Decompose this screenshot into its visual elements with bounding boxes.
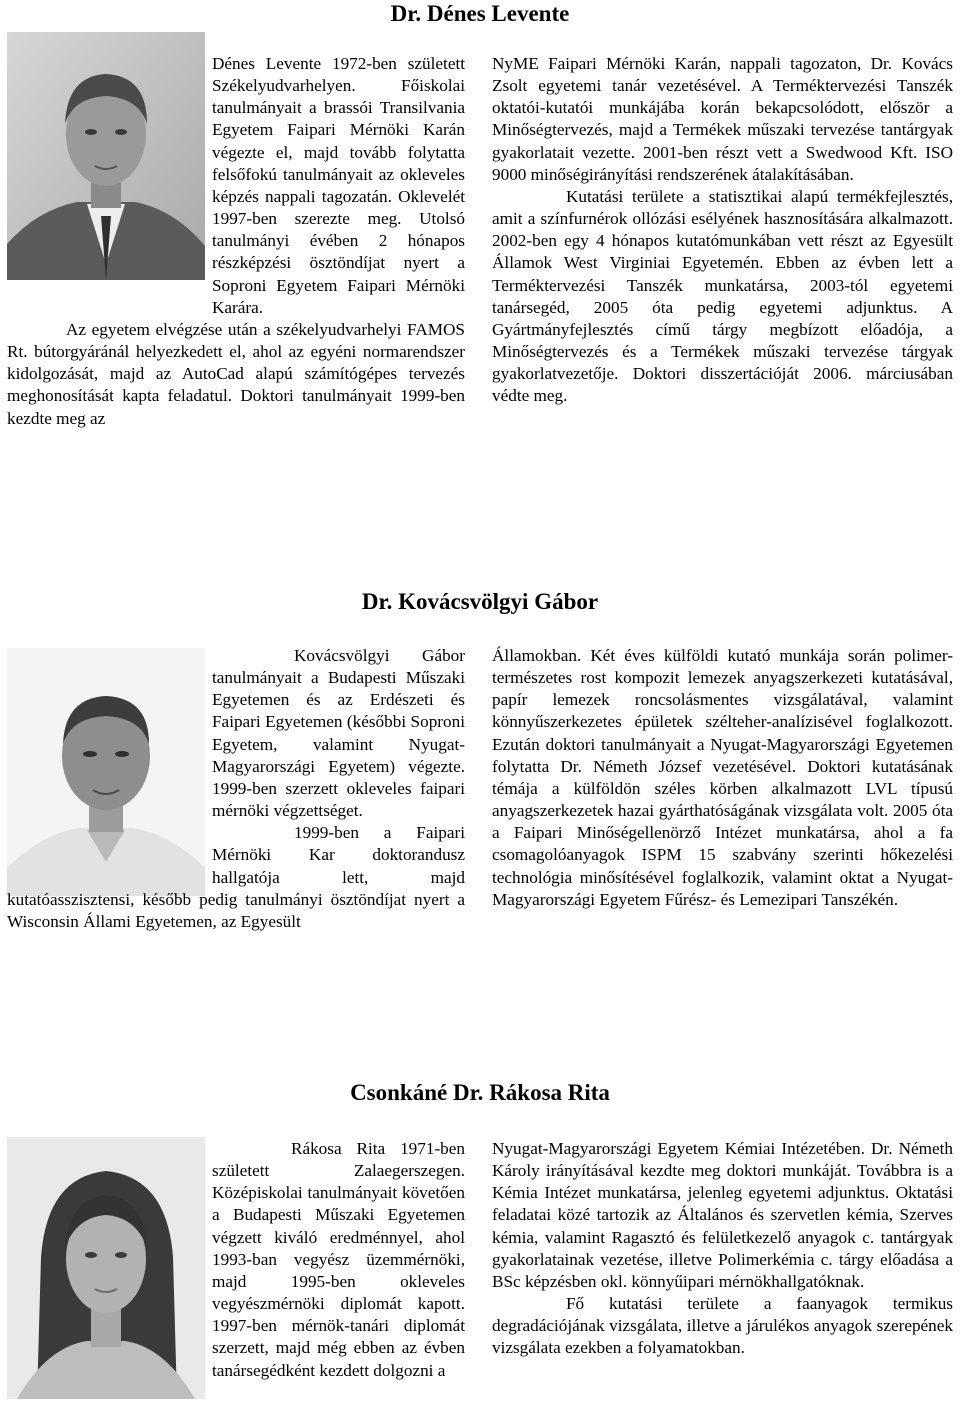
paragraph: Dénes Levente 1972-ben született Székelyudvarhelyen. Főiskolai tanulmányait a brassói Transilvania Egyetem Faipari Mérnöki Karán végezte el, majd tovább folytatta felsőfokú tanulmányait az okleveles képzés nappali tagozatán. Oklevelét 1997-ben szerezte meg. Utolsó tanulmányi évében 2 hónapos részképzési ösztöndíjat nyert a Soproni Egyetem Faipari Mérnöki Karára. [212, 54, 465, 317]
right-column [492, 1138, 953, 1360]
paragraph: Nyugat-Magyarországi Egyetem Kémiai Intézetében. Dr. Németh Károly irányításával kezdte meg doktori munkáját. Továbbra is a Kémia Intézet munkatársa, jelenleg egyetemi adjunktus. Oktatási feladatai közé tartozik az Általános és szervetlen kémia, Szerves kémia, valamint Ragasztó és felületkezelő anyagok c. tantárgyak gyakorlatainak vezetése, illetve Polimerkémia c. tárgy előadása a BSc képzésben okl. könnyűipari mérnökhallgatóknak. [492, 1139, 953, 1291]
paragraph: NyME Faipari Mérnöki Karán, nappali tagozaton, Dr. Kovács Zsolt egyetemi tanár vezetésével. A Terméktervezési Tanszék oktatói-kutatói munkájába korán bekapcsolódott, először a Minőségtervezés, majd a Termékek műszaki tervezése tantárgyak gyakorlatait vezette. 2001-ben részt vett a Swedwood Kft. ISO 9000 minőségirányítási rendszerének átalakításában. [492, 54, 953, 184]
paragraph: Az egyetem elvégzése után a székelyudvarhelyi FAMOS Rt. bútorgyáránál helyezkedett el, ahol az egyéni normarendszer kidolgozását, majd az AutoCad alapú számítógépes tervezés meghonosítását kapta feladatul. Doktori tanulmányait 1999-ben kezdte meg az [7, 319, 465, 428]
paragraph: Államokban. Két éves külföldi kutató munkája során polimer-természetes rost kompozit lemezek anyagszerkezeti kutatásával, papír lemezek roncsolásmentes vizsgálatával, valamint könnyűszerkezetes épületek szélteher-analízisével foglalkozott. Ezután doktori tanulmányait a Nyugat-Magyarországi Egyetemen folytatta Dr. Németh József vezetésével. Doktori kutatásának témája a külföldön széles körben alkalmazott LVL típusú anyagszerkezetek hazai gyárthatóságának vizsgálata volt. 2005 óta a Faipari Minőségellenörző Intézet munkatársa, ahol a fa csomagolóanyagok ISPM 15 szabvány szerinti hőkezelési technológia minősítésével foglalkozik, valamint oktat a Nyugat-Magyarországi Egyetem Fűrész- és Lemezipari Tanszékén. [492, 646, 953, 909]
right-column [492, 53, 953, 408]
left-column [7, 53, 465, 430]
paragraph: Fő kutatási területe a faanyagok termikus degradációjának vizsgálata, illetve a járulékos anyagok szerepének vizsgálata ezekben a folyamatokban. [492, 1294, 953, 1358]
right-column [492, 645, 953, 911]
left-column [7, 645, 465, 933]
profile-name: Dr. Kovácsvölgyi Gábor [361, 589, 599, 614]
paragraph: Kutatási területe a statisztikai alapú termékfejlesztés, amit a színfurnérok ollózási esélyének hasznosítására alkalmazott. 2002-ben egy 4 hónapos kutatómunkában vett részt az Egyesült Államok West Virginiai Egyetemén. Ebben az évben lett a Terméktervezési Tanszék munkatársa, 2003-tól egyetemi tanársegéd, 2005 óta pedig egyetemi adjunktus. A Gyártmányfejlesztés című tárgy megbízott előadója, a Minőségtervezés és a Termékek műszaki tervezése tárgyak gyakorlatvezetője. Doktori disszertációját 2006. márciusában védte meg. [492, 186, 953, 406]
profile-name: Csonkáné Dr. Rákosa Rita [350, 1080, 610, 1105]
left-column [7, 1138, 465, 1404]
profile-name: Dr. Dénes Levente [390, 1, 570, 26]
paragraph: Kovácsvölgyi Gábor tanulmányait a Budapesti Műszaki Egyetemen és az Erdészeti és Faipari Egyetemen (későbbi Soproni Egyetem, valamint Nyugat-Magyarországi Egyetem) végezte. 1999-ben szerzett okleveles faipari mérnöki végzettséget. [212, 646, 465, 821]
paragraph: Rákosa Rita 1971-ben született Zalaegerszegen. Középiskolai tanulmányait követően a Budapesti Műszaki Egyetemen végzett kiváló eredménnyel, ahol 1993-ban vegyész üzemmérnöki, majd 1995-ben okleveles vegyészmérnöki diplomát kapott. 1997-ben mérnök-tanári diplomát szerzett, majd még ebben az évben tanársegédként kezdett dolgozni a [212, 1139, 465, 1380]
paragraph: 1999-ben a Faipari Mérnöki Kar doktorandusz hallgatója lett, majd kutatóasszisztensi, később pedig tanulmányi ösztöndíjat nyert a Wisconsin Állami Egyetemen, az Egyesült [7, 823, 465, 931]
